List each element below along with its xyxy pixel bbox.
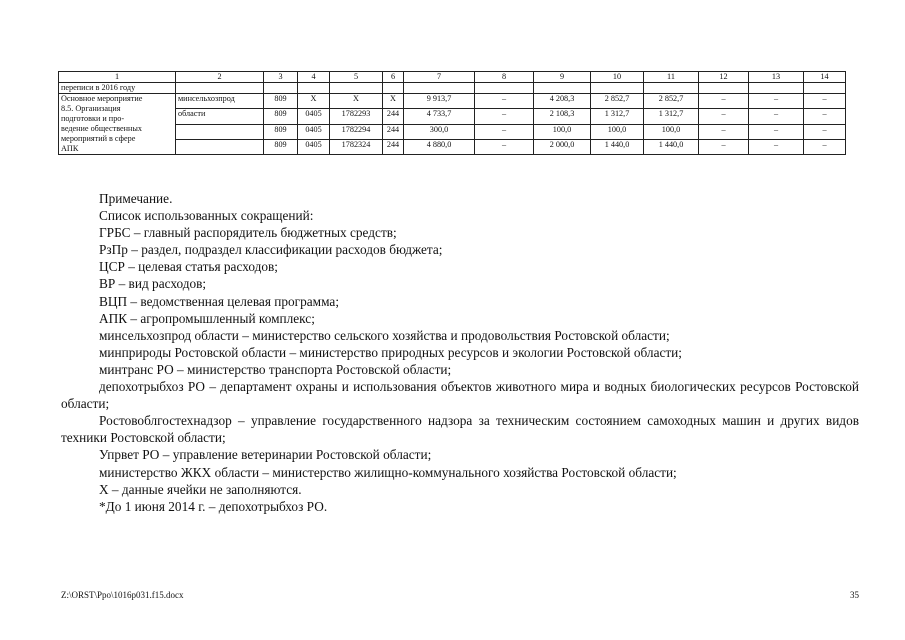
event-name — [59, 94, 176, 155]
table-row — [59, 124, 846, 139]
event-name-line: 8.5. Организация — [61, 104, 121, 113]
budget-table — [58, 71, 846, 155]
table-cell: 1 312,7 — [591, 109, 644, 124]
note-line: Ростовоблгостехнадзор – управление государственного надзора за техническим состоянием самоходных машин и других видов техники Ростовской области; — [61, 413, 859, 446]
event-name-line: Основное мероприятие — [61, 94, 143, 103]
empty-cell — [298, 83, 330, 94]
table-cell: 300,0 — [404, 124, 475, 139]
empty-cell — [264, 83, 298, 94]
table-cell: – — [749, 94, 804, 109]
table-cell: 0405 — [298, 109, 330, 124]
table-row — [59, 94, 846, 109]
table-cell: – — [699, 109, 749, 124]
column-number: 1 — [59, 72, 176, 83]
event-name-line: ведение общественных — [61, 124, 143, 133]
column-number: 13 — [749, 72, 804, 83]
column-number: 10 — [591, 72, 644, 83]
table-cell: 2 852,7 — [644, 94, 699, 109]
note-line: Х – данные ячейки не заполняются. — [99, 481, 302, 497]
note-line: Упрвет РО – управление ветеринарии Ростовской области; — [99, 447, 432, 463]
table-cell: 100,0 — [644, 124, 699, 139]
empty-cell — [176, 83, 264, 94]
table-cell: 4 880,0 — [404, 139, 475, 154]
table-cell: 0405 — [298, 124, 330, 139]
empty-cell — [749, 83, 804, 94]
note-line: АПК – агропромышленный комплекс; — [99, 310, 315, 326]
empty-cell — [404, 83, 475, 94]
page-number: 35 — [850, 590, 859, 600]
table-cell: – — [749, 124, 804, 139]
note-line: министерство ЖКХ области – министерство жилищно-коммунального хозяйства Ростовской области; — [99, 464, 677, 480]
table-cell: 1 440,0 — [644, 139, 699, 154]
table-cell: – — [804, 109, 846, 124]
table-cell: – — [475, 94, 534, 109]
column-number: 7 — [404, 72, 475, 83]
table-cell: – — [475, 109, 534, 124]
empty-cell — [699, 83, 749, 94]
column-number: 4 — [298, 72, 330, 83]
note-line: минсельхозпрод области – министерство сельского хозяйства и продовольствия Ростовской области; — [99, 327, 670, 343]
notes-section — [61, 190, 859, 515]
note-line: ВР – вид расходов; — [99, 276, 207, 292]
table-cell: 809 — [264, 109, 298, 124]
table-cell: – — [749, 109, 804, 124]
grbs-cell: минсельхозпрод — [176, 94, 264, 109]
table-cell: 2 000,0 — [534, 139, 591, 154]
column-number: 9 — [534, 72, 591, 83]
table-cell: – — [699, 139, 749, 154]
table-row — [59, 139, 846, 154]
table-cell: 244 — [383, 139, 404, 154]
table-header-row — [59, 72, 846, 83]
note-line: ГРБС – главный распорядитель бюджетных средств; — [99, 225, 397, 241]
table-cell: 0405 — [298, 139, 330, 154]
grbs-cell — [176, 139, 264, 154]
footer-file-path: Z:\ORST\Ppo\1016p031.f15.docx — [61, 590, 184, 600]
column-number: 12 — [699, 72, 749, 83]
empty-cell — [644, 83, 699, 94]
event-name-line: АПК — [61, 144, 79, 153]
table-cell: 2 108,3 — [534, 109, 591, 124]
empty-cell — [591, 83, 644, 94]
table-cell: 4 208,3 — [534, 94, 591, 109]
column-number: 3 — [264, 72, 298, 83]
empty-cell — [804, 83, 846, 94]
column-number: 6 — [383, 72, 404, 83]
column-number: 5 — [330, 72, 383, 83]
table-cell: – — [475, 139, 534, 154]
table-cell: 809 — [264, 94, 298, 109]
table-cell: 809 — [264, 139, 298, 154]
table-cell: 100,0 — [534, 124, 591, 139]
table-cell: 1 312,7 — [644, 109, 699, 124]
grbs-cell: области — [176, 109, 264, 124]
table-cell: Х — [330, 94, 383, 109]
table-cell: – — [699, 94, 749, 109]
empty-cell — [534, 83, 591, 94]
note-line: ЦСР – целевая статья расходов; — [99, 259, 278, 275]
table-cell: – — [749, 139, 804, 154]
table-cell: 244 — [383, 124, 404, 139]
table-cell: Х — [298, 94, 330, 109]
table-cell: 4 733,7 — [404, 109, 475, 124]
empty-cell — [330, 83, 383, 94]
table-cell: – — [804, 94, 846, 109]
note-line: минприроды Ростовской области – министерство природных ресурсов и экологии Ростовской области; — [99, 344, 682, 360]
note-line: РзПр – раздел, подраздел классификации расходов бюджета; — [99, 242, 443, 258]
table-cell: – — [804, 139, 846, 154]
grbs-cell — [176, 124, 264, 139]
event-name-line: мероприятий в сфере — [61, 134, 136, 143]
event-name-line: подготовки и про- — [61, 114, 125, 123]
table-row — [59, 109, 846, 124]
table-row — [59, 83, 846, 94]
continued-text: переписи в 2016 году — [59, 83, 176, 94]
table-cell: Х — [383, 94, 404, 109]
table-cell: 244 — [383, 109, 404, 124]
table-cell: – — [475, 124, 534, 139]
note-line: *До 1 июня 2014 г. – депохотрыбхоз РО. — [99, 498, 328, 514]
table-cell: – — [699, 124, 749, 139]
table-cell: 9 913,7 — [404, 94, 475, 109]
column-number: 2 — [176, 72, 264, 83]
empty-cell — [383, 83, 404, 94]
empty-cell — [475, 83, 534, 94]
note-line: депохотрыбхоз РО – департамент охраны и использования объектов животного мира и водных биологических ресурсов Ростовской области; — [61, 379, 859, 412]
note-line: ВЦП – ведомственная целевая программа; — [99, 293, 340, 309]
column-number: 11 — [644, 72, 699, 83]
table-cell: 809 — [264, 124, 298, 139]
table-cell: – — [804, 124, 846, 139]
note-heading: Примечание. — [99, 191, 173, 206]
table-cell: 100,0 — [591, 124, 644, 139]
column-number: 14 — [804, 72, 846, 83]
note-line: Список использованных сокращений: — [99, 208, 314, 224]
table-cell: 1782293 — [330, 109, 383, 124]
table-cell: 1 440,0 — [591, 139, 644, 154]
table-cell: 2 852,7 — [591, 94, 644, 109]
note-line: минтранс РО – министерство транспорта Ростовской области; — [99, 361, 452, 377]
column-number: 8 — [475, 72, 534, 83]
table-cell: 1782324 — [330, 139, 383, 154]
table-cell: 1782294 — [330, 124, 383, 139]
